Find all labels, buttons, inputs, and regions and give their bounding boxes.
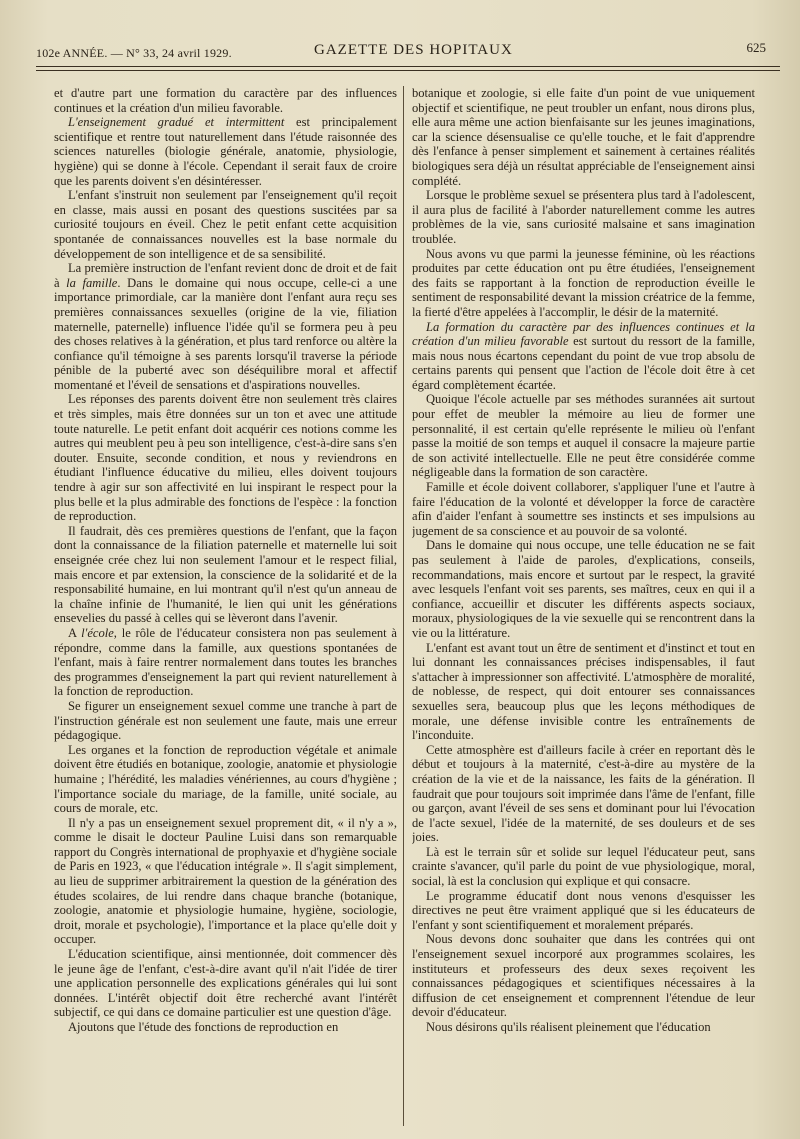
paragraph-emphasis: l'école <box>81 625 114 640</box>
paragraph-lead: L'enseignement gradué et intermittent <box>68 115 285 130</box>
paragraph-text: Nous devons donc souhaiter que dans les contrées qui ont l'enseignement sexuel incorporé aux programmes scolaires, les instituteurs et professeurs des deux sexes reçoivent les connaissances pédagogiques et scientifiques nécessaires à la diffusion de cet enseignement et comprennent l'étendue de leur devoir d'éducateur. <box>412 932 755 1020</box>
header-rule-thick <box>36 66 780 67</box>
paragraph-text: Nous désirons qu'ils réalisent pleinement que l'éducation <box>426 1020 711 1034</box>
paragraph-text: Famille et école doivent collaborer, s'appliquer l'une et l'autre à faire l'éducation de la volonté et développer la force de caractère afin d'aider l'enfant à soumettre ses instincts et ses impulsions au jugement de sa conscience et au pouvoir de sa volonté. <box>412 480 755 538</box>
paragraph <box>54 524 397 626</box>
paragraph-text: Cette atmosphère est d'ailleurs facile à créer en reportant dès le début et toujours à la maternité, c'est-à-dire au mystère de la création de la vie et de la naissance, les faits de la génération. Il faudrait que pour toujours soit imprimée dans l'âme de l'enfant, fille ou garçon, avant l'éveil de ses sens et dominant pour lui l'évocation de l'acte sexuel, l'idée de la maternité, de ses douleurs et de ses joies. <box>412 742 755 845</box>
paragraph <box>412 889 755 933</box>
journal-title: GAZETTE DES HOPITAUX <box>314 42 513 58</box>
paragraph-text-tail: , le rôle de l'éducateur consistera non pas seulement à répondre, comme dans la famille, aux questions spontanées de l'enfant, mais à faire rentrer normalement dans toutes les branches des programmes d'enseignement la part qui revient naturellement à la fonction de reproduction. <box>54 625 397 699</box>
paragraph-text: est surtout du ressort de la famille, mais nous nous écartons cependant du point de vue trop absolu de certains parents qui pensent que l'action de l'école doit être à cet égard complètement écartée. <box>412 334 755 392</box>
paragraph-lead: La formation du caractère par des influences continues et la création d'un milieu favorable <box>412 319 755 349</box>
paragraph <box>54 86 397 115</box>
page-number: 625 <box>746 40 766 55</box>
paragraph-text: A <box>68 625 82 640</box>
paragraph-text: Le programme éducatif dont nous venons d'esquisser les directives ne peut être vraiment appliqué que si les éducateurs de l'enfant y sont scientifiquement et moralement préparés. <box>412 888 755 932</box>
paragraph-text: est principalement scientifique et rentre tout naturellement dans l'étude raisonnée des sciences naturelles (biologie générale, anatomie, physiologie, hygiène) qui se donne à l'école. Cependant il serait faux de croire que les parents doivent s'en désintéresser. <box>54 115 397 188</box>
paragraph <box>54 392 397 523</box>
paragraph-text: La première instruction de l'enfant revient donc de droit et de fait à <box>54 261 397 290</box>
paragraph <box>412 743 755 845</box>
paragraph <box>412 538 755 640</box>
paragraph <box>54 947 397 1020</box>
paragraph-text: Les organes et la fonction de reproduction végétale et animale doivent être étudiés en botanique, zoologie, anatomie et physiologie humaine ; l'hérédité, les maladies vénériennes, au cours d'hygiène ; l'importance sociale du mariage, de la famille, unité sociale, au cours de morale, etc. <box>54 742 397 816</box>
paragraph-text: Dans le domaine qui nous occupe, une telle éducation ne se fait pas seulement à l'aide de paroles, d'explications, conseils, recommandations, mais encore et surtout par le respect, la gravité avec lesquels l'enfant voit ses parents, ses maîtres, ceux en qui il a confiance, accueillir et discuter les différents aspects sociaux, moraux, physiologiques de la vie sexuelle qui se rencontrent dans la vie ou la littérature. <box>412 538 755 640</box>
paragraph-text: Lorsque le problème sexuel se présentera plus tard à l'adolescent, il aura plus de facilité à l'aborder naturellement comme les autres problèmes de la vie, sans curiosité malsaine et sans imagination troublée. <box>412 188 755 246</box>
left-column <box>54 86 397 1131</box>
paragraph <box>412 86 755 188</box>
paragraph <box>54 188 397 261</box>
paragraph-text: Il n'y a pas un enseignement sexuel proprement dit, « il n'y a », comme le disait le docteur Pauline Luisi dans son remarquable rapport du Congrès international de prophyaxie et d'hygiène sociale de Paris en 1923, « que l'éducation intégrale ». Il s'agit simplement, au lieu de supprimer arbitrairement la question de la génération des études scolaires, de lui rendre dans chaque branche (botanique, zoologie, anatomie et physiologie humaine, hygiène, sociologie, droit, morale et psychologie), l'importance et la place qu'elle doit y occuper. <box>54 815 397 947</box>
page-header <box>36 40 776 64</box>
paragraph-emphasis: la famille <box>66 275 118 290</box>
paragraph <box>54 1020 397 1035</box>
paragraph <box>412 392 755 480</box>
paragraph <box>412 320 755 393</box>
paragraph <box>54 115 397 188</box>
issue-info: 102e ANNÉE. — N° 33, 24 avril 1929. <box>36 46 232 60</box>
paragraph <box>54 816 397 947</box>
paragraph <box>54 626 397 699</box>
paragraph-text: Là est le terrain sûr et solide sur lequel l'éducateur peut, sans crainte s'avancer, qu'il parle du point de vue physiologique, moral, social, là est la conclusion qui explique et qui consacre. <box>412 844 755 889</box>
paragraph-text: L'éducation scientifique, ainsi mentionnée, doit commencer dès le jeune âge de l'enfant, c'est-à-dire avant qu'il n'ait l'idée de tirer une application personnelle des explications générales qui lui sont données. L'intérêt objectif doit être recherché avant l'intérêt subjectif, ce qui dans ce domaine particulier est une question d'âge. <box>54 947 397 1020</box>
paragraph-text: L'enfant s'instruit non seulement par l'enseignement qu'il reçoit en classe, mais aussi en posant des questions suscitées par sa curiosité toujours en éveil. Chez le petit enfant cette acquisition spontanée de connaissances nouvelles est la base normale du développement de son intelligence et de sa sensibilité. <box>54 188 397 261</box>
paragraph <box>54 699 397 743</box>
column-divider <box>403 86 404 1126</box>
paragraph <box>54 743 397 816</box>
paragraph <box>412 247 755 320</box>
paragraph <box>412 932 755 1020</box>
paragraph-text: Il faudrait, dès ces premières questions de l'enfant, que la façon dont la connaissance de la filiation paternelle et maternelle lui soit enseignée crée chez lui non seulement l'amour et le respect filial, mais encore et par extension, la conscience de la solidarité et de la responsabilité humaine, en lui montrant qu'il n'est qu'un anneau de la chaîne infinie de l'humanité, le lien qui unit les générations ensevelies du passé à celles qui se lèveront dans l'avenir. <box>54 523 397 626</box>
paragraph <box>412 845 755 889</box>
paragraph <box>54 261 397 392</box>
paragraph-text: et d'autre part une formation du caractère par des influences continues et la création d'un milieu favorable. <box>54 86 397 115</box>
paragraph <box>412 641 755 743</box>
paragraph <box>412 1020 755 1035</box>
header-rule-thin <box>36 70 780 71</box>
paragraph-text: Se figurer un enseignement sexuel comme une tranche à part de l'instruction générale est non seulement une faute, mais une erreur pédagogique. <box>54 698 397 743</box>
paragraph-text: L'enfant est avant tout un être de sentiment et d'instinct et tout en lui donnant les connaissances précises indispensables, il faut s'attacher à impressionner son affectivité. L'atmosphère de moralité, de noblesse, de respect, qui doit entourer ses connaissances sexuelles sera, beaucoup plus que les leçons méthodiques de morale, une défense invisible contre les entraînements de l'inconduite. <box>412 640 755 743</box>
paragraph <box>412 188 755 246</box>
paragraph-text-tail: . Dans le domaine qui nous occupe, celle-ci a une importance primordiale, car la manière dont l'enfant aura reçu ses premières connaissances sexuelles (origine de la vie, filiation maternelle, paternelle) influence l'idée qu'il se formera peu à peu des choses relatives à la génération, et plus tard renforce ou altère la confiance qu'il témoigne à ses parents lorsqu'il traverse la période pénible de la puberté avec son déséquilibre moral et affectif momentané et l'éveil de sensations et d'aspirations nouvelles. <box>54 275 397 392</box>
paragraph-text: Quoique l'école actuelle par ses méthodes surannées ait surtout pour effet de meubler la mémoire au lieu de former une personnalité, il est certain qu'elle représente le milieu où l'enfant passe la moitié de son temps et auquel il consacre la majeure partie de son activité intellectuelle. Elle ne peut être considérée comme négligeable dans la formation de son caractère. <box>412 392 755 480</box>
paragraph-text: botanique et zoologie, si elle faite d'un point de vue uniquement objectif et scientifique, ne peut troubler un enfant, nous dirons plus, elle aura même une action bienfaisante sur les jeunes imaginations, car la science désensualise ce qu'elle touche, et le fait d'apprendre dès l'enfance à penser simplement et sainement à certaines réalités biologiques sera déjà un résultat appréciable de l'enseignement ainsi complété. <box>412 86 755 188</box>
paragraph-text: Ajoutons que l'étude des fonctions de reproduction en <box>68 1020 339 1034</box>
right-column <box>412 86 755 1131</box>
paragraph-text: Les réponses des parents doivent être non seulement très claires et très simples, mais être données sur un ton et avec une attitude toute naturelle. Le petit enfant doit acquérir ces notions comme les autres qui meublent peu à peu son intelligence, c'est-à-dire sans s'en douter. Ensuite, seconde condition, et nous y reviendrons en étudiant l'influence éducative du milieu, elles doivent toujours tendre à agir sur son affectivité en lui inspirant le respect pour la plus belle et la plus admirable des fonctions de l'espèce : la fonction de reproduction. <box>54 392 397 524</box>
paragraph <box>412 480 755 538</box>
paragraph-text: Nous avons vu que parmi la jeunesse féminine, où les réactions produites par cette éducation ont pu être étudiées, l'enseignement des faits se rapportant à la fonction de reproduction éveille le sentiment de responsabilité devant la mission créatrice de la femme, la fierté d'être appelées à l'accomplir, le désir de la maternité. <box>412 246 755 319</box>
